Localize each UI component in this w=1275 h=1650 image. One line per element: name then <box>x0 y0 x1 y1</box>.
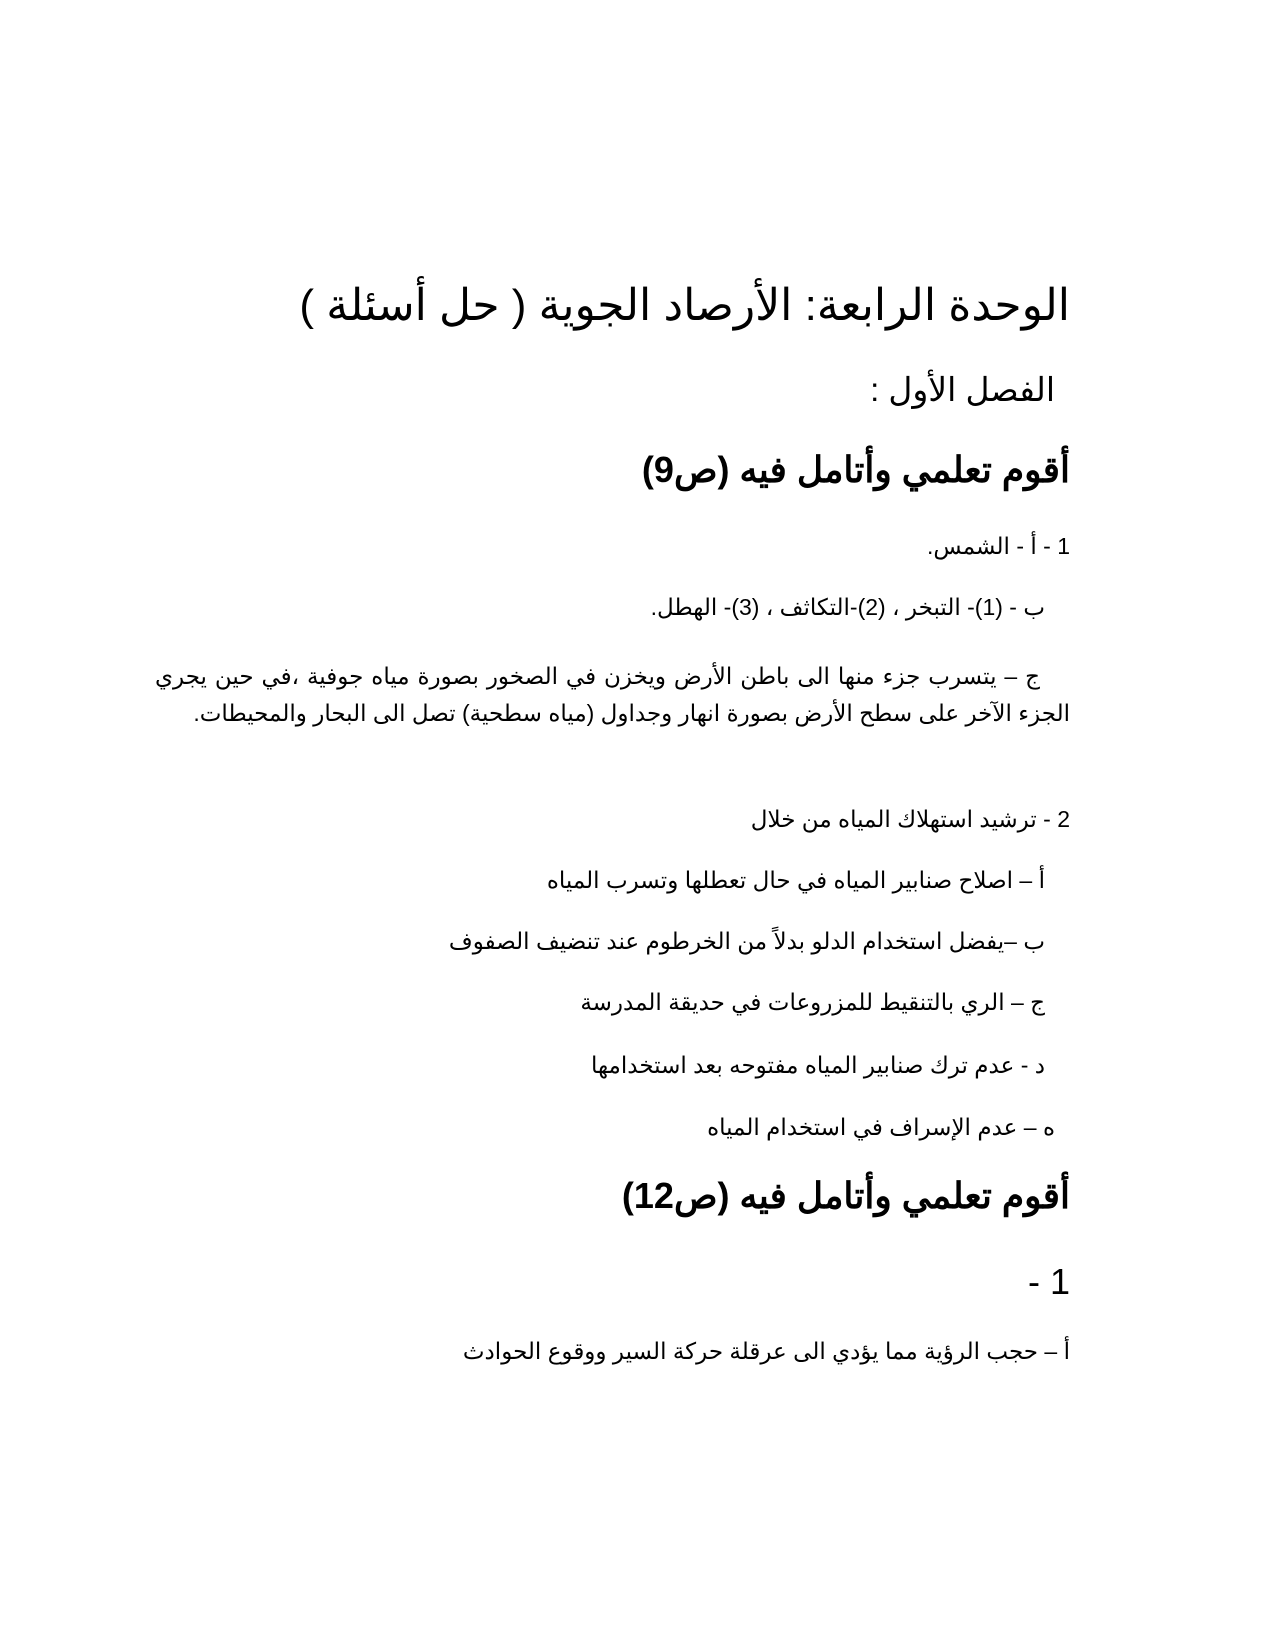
answer-2d: د - عدم ترك صنابير المياه مفتوحه بعد استخدامها <box>590 1052 1045 1078</box>
document-title: الوحدة الرابعة: الأرصاد الجوية ( حل أسئلة ) <box>299 281 1070 330</box>
answer-1a: 1 - أ - الشمس. <box>927 533 1070 559</box>
answer-2e: ه – عدم الإسراف في استخدام المياه <box>707 1114 1055 1140</box>
section-heading-p9: أقوم تعلمي وأتامل فيه (ص9) <box>641 449 1070 490</box>
answer-2b: ب –يفضل استخدام الدلو بدلاً من الخرطوم عند تنضيف الصفوف <box>448 928 1045 954</box>
section-heading-p12: أقوم تعلمي وأتامل فيه (ص12) <box>621 1175 1070 1216</box>
chapter-heading: الفصل الأول : <box>870 371 1055 408</box>
answer-2a: أ – اصلاح صنابير المياه في حال تعطلها وتسرب المياه <box>546 867 1045 893</box>
answer-1b: ب - (1)- التبخر ، (2)-التكاثف ، (3)- الهطل. <box>650 594 1045 620</box>
answer-p12-1a: أ – حجب الرؤية مما يؤدي الى عرقلة حركة السير ووقوع الحوادث <box>462 1338 1070 1364</box>
answer-1c: ج – يتسرب جزء منها الى باطن الأرض ويخزن في الصخور بصورة مياه جوفية ،في حين يجري الجزء الآخر على سطح الأرض بصورة انهار وجداول (مياه سطحية) تصل الى البحار والمحيطات. <box>155 663 1070 726</box>
answer-2: 2 - ترشيد استهلاك المياه من خلال <box>750 806 1070 832</box>
answer-2c: ج – الري بالتنقيط للمزروعات في حديقة المدرسة <box>580 989 1045 1015</box>
question-1-number: 1 - <box>1027 1261 1070 1302</box>
